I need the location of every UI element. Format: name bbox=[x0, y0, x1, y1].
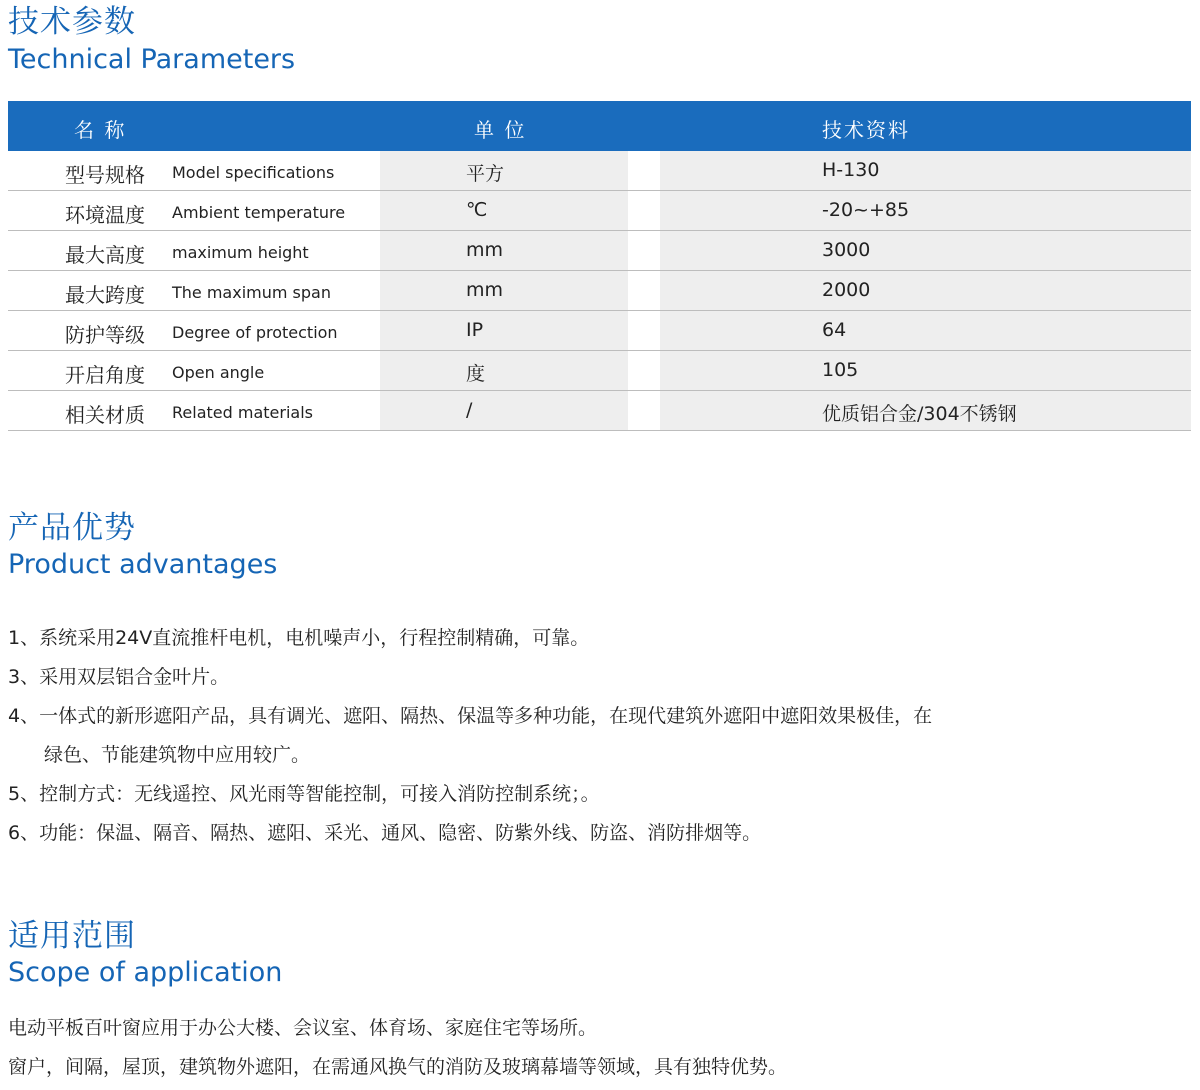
table-header bbox=[8, 101, 1191, 151]
table-row bbox=[8, 231, 1191, 271]
row-name-cn: 最大高度 bbox=[65, 243, 145, 267]
advantages-title-cn: 产品优势 bbox=[8, 510, 136, 546]
row-value: 105 bbox=[822, 359, 859, 381]
row-value: 64 bbox=[822, 319, 847, 341]
header-unit: 单 位 bbox=[474, 118, 527, 142]
row-name-en: Related materials bbox=[172, 403, 313, 422]
scope-title-en: Scope of application bbox=[8, 957, 283, 988]
row-value: 2000 bbox=[822, 279, 871, 301]
table-row bbox=[8, 311, 1191, 351]
row-name-cn: 防护等级 bbox=[65, 323, 145, 347]
row-name-cn: 开启角度 bbox=[65, 363, 145, 387]
tech-title-en: Technical Parameters bbox=[8, 44, 296, 75]
advantages-list bbox=[8, 622, 1158, 856]
row-unit: 度 bbox=[466, 363, 486, 385]
list-item: 6、功能：保温、隔音、隔热、遮阳、采光、通风、隐密、防紫外线、防盗、消防排烟等。 bbox=[8, 822, 762, 844]
row-name-cn: 环境温度 bbox=[65, 203, 145, 227]
row-value: 3000 bbox=[822, 239, 871, 261]
row-name-en: Model specifications bbox=[172, 163, 335, 182]
row-unit: / bbox=[466, 399, 473, 421]
row-unit: 平方 bbox=[466, 163, 505, 185]
row-name-en: maximum height bbox=[172, 243, 309, 262]
scope-line: 窗户，间隔，屋顶，建筑物外遮阳，在需通风换气的消防及玻璃幕墙等领域，具有独特优势。 bbox=[8, 1056, 788, 1078]
scope-title-cn: 适用范围 bbox=[8, 918, 136, 954]
row-unit: ℃ bbox=[466, 199, 488, 221]
row-unit: mm bbox=[466, 279, 504, 301]
header-name: 名 称 bbox=[74, 118, 127, 142]
row-value: -20~+85 bbox=[822, 199, 910, 221]
row-name-en: Degree of protection bbox=[172, 323, 338, 342]
table-row bbox=[8, 271, 1191, 311]
table-row bbox=[8, 351, 1191, 391]
row-name-en: Ambient temperature bbox=[172, 203, 346, 222]
list-item: 1、系统采用24V直流推杆电机，电机噪声小，行程控制精确，可靠。 bbox=[8, 627, 590, 649]
row-name-cn: 型号规格 bbox=[65, 163, 145, 187]
list-item: 绿色、节能建筑物中应用较广。 bbox=[44, 744, 311, 766]
row-name-en: The maximum span bbox=[172, 283, 331, 302]
table-row bbox=[8, 191, 1191, 231]
list-item: 4、一体式的新形遮阳产品，具有调光、遮阳、隔热、保温等多种功能，在现代建筑外遮阳中遮阳效果极佳，在 bbox=[8, 705, 933, 727]
parameters-table bbox=[8, 101, 1191, 431]
row-name-cn: 最大跨度 bbox=[65, 283, 145, 307]
list-item: 3、采用双层铝合金叶片。 bbox=[8, 666, 230, 688]
tech-title-cn: 技术参数 bbox=[8, 4, 136, 40]
table-row bbox=[8, 391, 1191, 431]
row-unit: IP bbox=[466, 319, 484, 341]
row-unit: mm bbox=[466, 239, 504, 261]
header-data: 技术资料 bbox=[822, 118, 910, 142]
advantages-title-en: Product advantages bbox=[8, 549, 278, 580]
list-item: 5、控制方式：无线遥控、风光雨等智能控制，可接入消防控制系统；。 bbox=[8, 783, 600, 805]
row-name-en: Open angle bbox=[172, 363, 265, 382]
scope-line: 电动平板百叶窗应用于办公大楼、会议室、体育场、家庭住宅等场所。 bbox=[8, 1017, 598, 1039]
table-row bbox=[8, 151, 1191, 191]
row-value: 优质铝合金/304不锈钢 bbox=[822, 403, 1017, 425]
row-value: H-130 bbox=[822, 159, 880, 181]
scope-text bbox=[8, 1012, 787, 1090]
row-name-cn: 相关材质 bbox=[65, 403, 145, 427]
